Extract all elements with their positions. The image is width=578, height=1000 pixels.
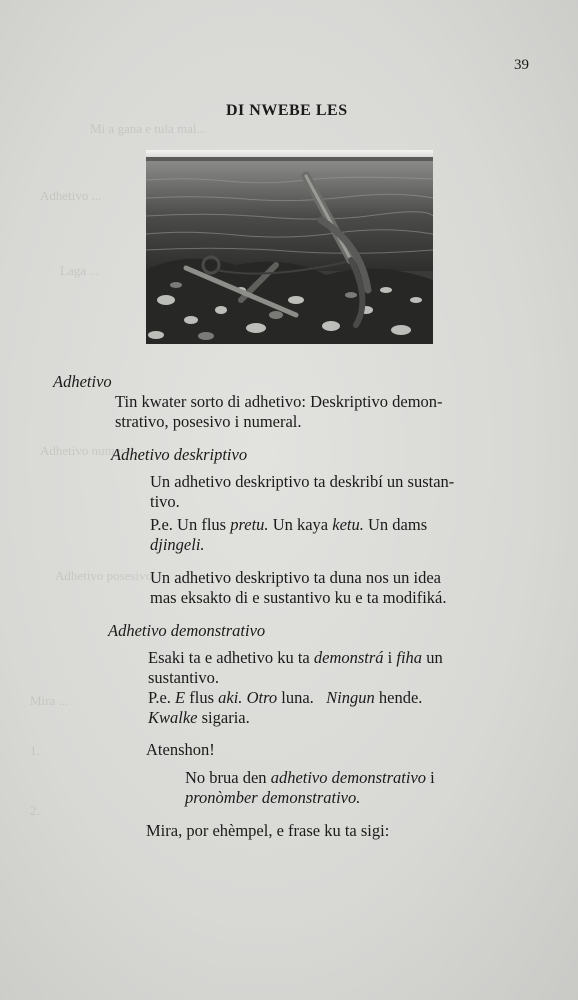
anchor-on-rocky-shore-photo <box>146 150 433 344</box>
heading-adhetivo-demonstrativo: Adhetivo demonstrativo <box>108 621 266 640</box>
demonstrativo-example-line-2: Kwalke sigaria. <box>148 708 250 727</box>
adhetivo-text-line-1: Tin kwater sorto di adhetivo: Deskriptivo demon- <box>115 392 443 411</box>
heading-adhetivo-deskriptivo: Adhetivo deskriptivo <box>111 445 248 464</box>
deskriptivo-text2-line-1: Un adhetivo deskriptivo ta duna nos un idea <box>150 568 441 587</box>
deskriptivo-text-line-1: Un adhetivo deskriptivo ta deskribí un sustan- <box>150 472 455 491</box>
heading-adhetivo: Adhetivo <box>53 372 112 391</box>
demonstrativo-text-line-1: Esaki ta e adhetivo ku ta demonstrá i fiha un <box>148 648 443 667</box>
adhetivo-text-line-2: strativo, posesivo i numeral. <box>115 412 302 431</box>
deskriptivo-example-line-1: P.e. Un flus pretu. Un kaya ketu. Un dams <box>150 515 428 534</box>
atenshon-note-line-1: No brua den adhetivo demonstrativo i <box>185 768 435 787</box>
demonstrativo-text-line-2: sustantivo. <box>148 668 220 687</box>
atenshon-heading: Atenshon! <box>146 740 215 759</box>
deskriptivo-text2-line-2: mas eksakto di e sustantivo ku e ta modifiká. <box>150 588 447 607</box>
page-title: DI NWEBE LES <box>226 102 348 119</box>
final-line: Mira, por ehèmpel, e frase ku ta sigi: <box>146 821 390 840</box>
atenshon-note-line-2: pronòmber demonstrativo. <box>185 788 361 807</box>
deskriptivo-text-line-2: tivo. <box>150 492 180 511</box>
page-number: 39 <box>514 57 529 73</box>
demonstrativo-example-line-1: P.e. E flus aki. Otro luna. Ningun hende. <box>148 688 423 707</box>
deskriptivo-example-line-2: djingeli. <box>150 535 205 554</box>
book-page: Mi a gana e tula mal... Adhetivo ... Laga ... Adhetivo numeral Adhetivo posesivo Mira ... 1. 2. 39 DI NWEBE LES Adhetivo Tin kwater sorto di adhetivo: Deskriptivo demon- strativo, posesivo i numeral. Adhetivo deskriptivo Un adhetivo deskriptivo ta deskribí un sustan- tivo. P.e. Un flus pretu. Un kaya ketu. Un dams djingeli. Un adhetivo deskriptivo ta duna nos un idea mas eksakto di e sustantivo ku e ta modifiká. Adhetivo demonstrativo Esaki ta e adhetivo ku ta demonstrá i fiha un sustantivo. P.e. E flus aki. Otro luna. Ningun hende. Kwalke sigaria. Atenshon! No brua den adhetivo demonstrativo i pronòmber demonstrativo. Mira, por ehèmpel, e frase ku ta sigi: <box>0 0 578 1000</box>
